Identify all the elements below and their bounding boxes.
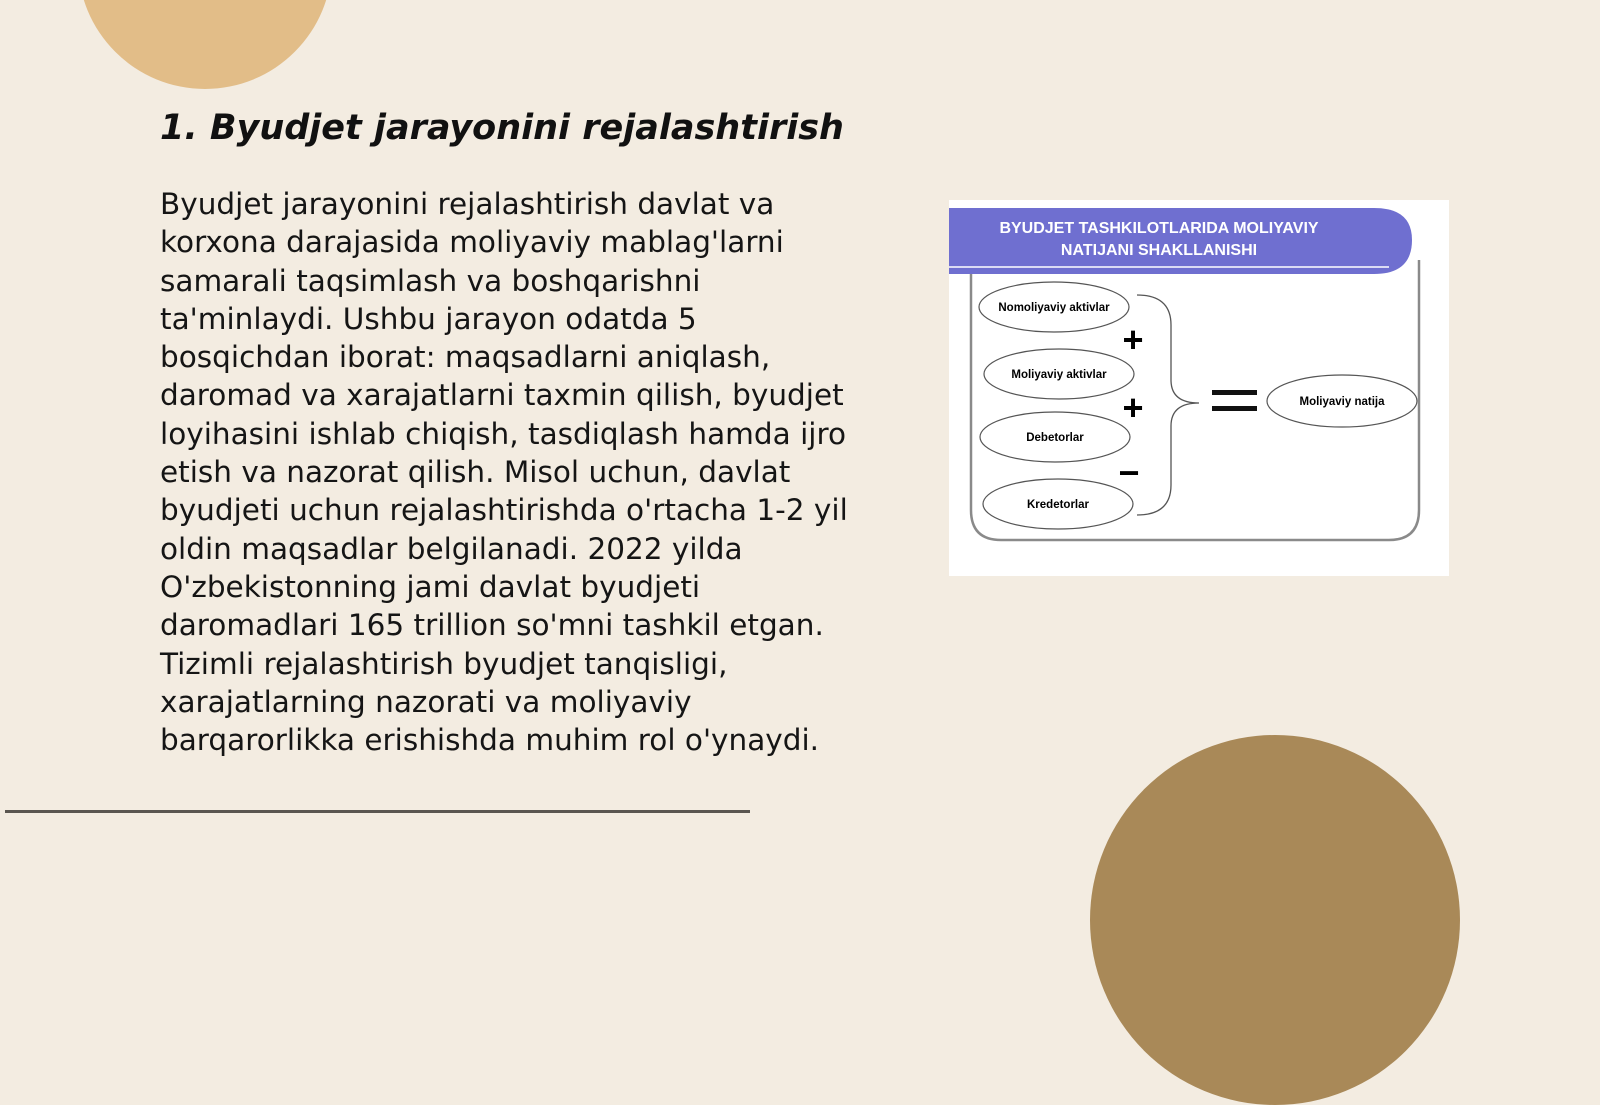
diagram-header-line1: BYUDJET TASHKILOTLARIDA MOLIYAVIY — [999, 220, 1319, 237]
curly-brace — [1137, 295, 1199, 515]
diagram-item — [980, 412, 1130, 462]
diagram-item — [979, 282, 1129, 332]
diagram-item — [983, 479, 1133, 529]
horizontal-rule — [5, 810, 750, 813]
diagram-svg — [949, 200, 1449, 576]
diagram-item-label: Nomoliyaviy aktivlar — [998, 302, 1110, 314]
plus-operator: + — [1122, 387, 1144, 428]
diagram-header — [949, 208, 1412, 274]
financial-result-diagram — [949, 200, 1449, 576]
decorative-circle-bottom — [1090, 735, 1460, 1105]
decorative-circle-top — [78, 0, 332, 89]
diagram-item — [984, 349, 1134, 399]
diagram-header-line2: NATIJANI SHAKLLANISHI — [1060, 242, 1258, 259]
diagram-result-label: Moliyaviy natija — [1299, 396, 1385, 408]
diagram-result — [1267, 375, 1417, 427]
diagram-item-label: Moliyaviy aktivlar — [1011, 369, 1107, 381]
slide-title: 1. Byudjet jarayonini rejalashtirish — [160, 108, 844, 148]
plus-operator: + — [1122, 319, 1144, 360]
diagram-item-label: Kredetorlar — [1027, 499, 1089, 511]
diagram-item-label: Debetorlar — [1026, 432, 1084, 444]
equals-sign — [1212, 390, 1257, 411]
minus-operator: − — [1118, 452, 1140, 493]
slide-body-text: Byudjet jarayonini rejalashtirish davlat va korxona darajasida moliyaviy mablag'larni samarali taqsimlash va boshqarishni ta'minlaydi. Ushbu jarayon odatda 5 bosqichdan iborat: maqsadlarni aniqlash, daromad va xarajatlarni taxmin qilish, byudjet loyihasini ishlab chiqish, tasdiqlash hamda ijro etish va nazorat qilish. Misol uchun, davlat byudjeti uchun rejalashtirishda o'rtacha 1-2 yil oldin maqsadlar belgilanadi. 2022 yilda O'zbekistonning jami davlat byudjeti daromadlari 165 trillion so'mni tashkil etgan. Tizimli rejalashtirish byudjet tanqisligi, xarajatlarning nazorati va moliyaviy barqarorlikka erishishda muhim rol o'ynaydi. — [160, 187, 848, 758]
